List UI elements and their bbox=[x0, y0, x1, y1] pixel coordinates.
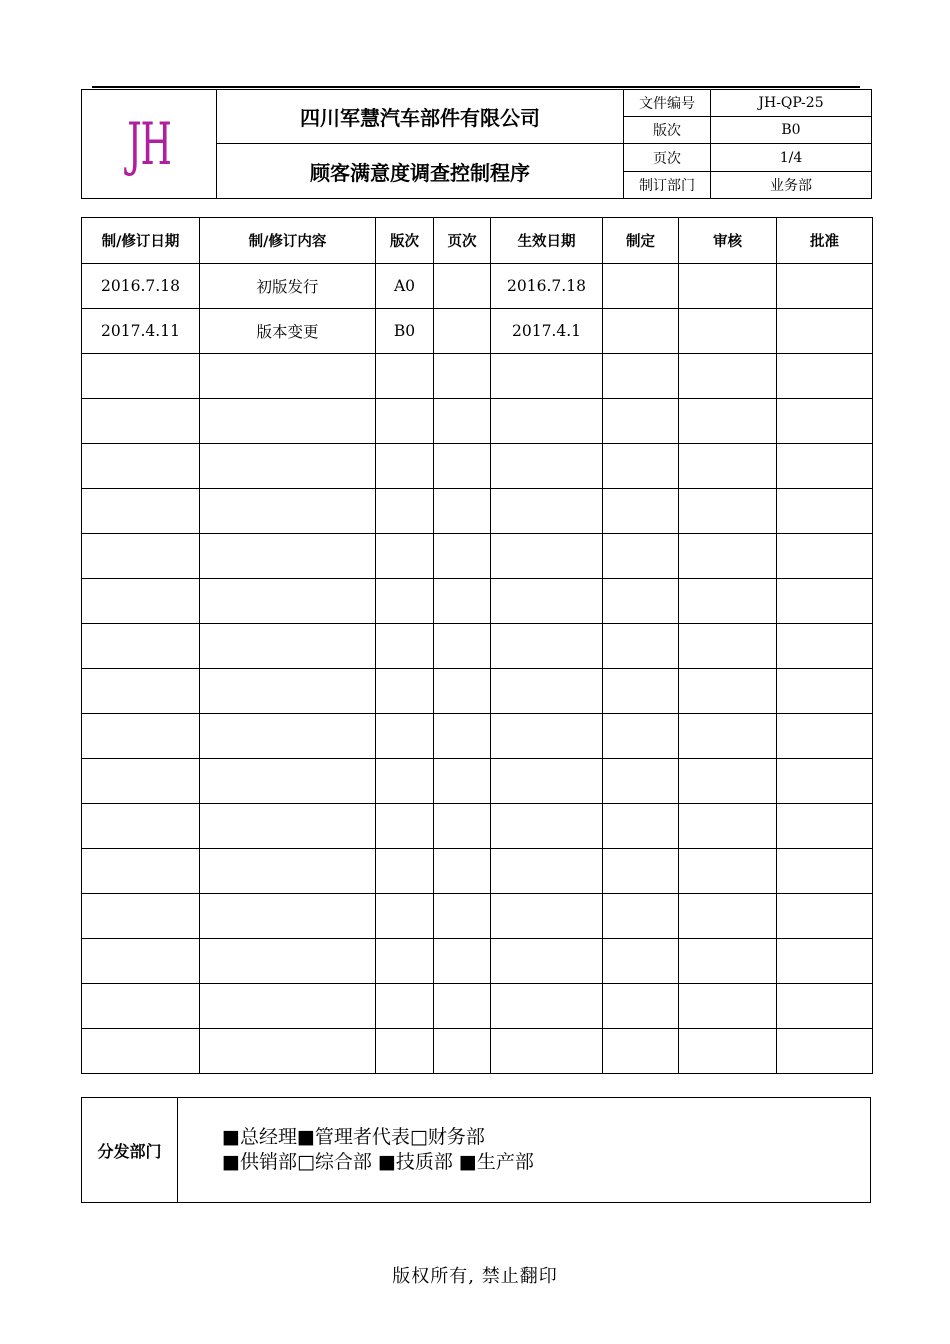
table-cell bbox=[777, 354, 873, 399]
table-cell: A0 bbox=[376, 264, 434, 309]
table-cell bbox=[434, 984, 491, 1029]
meta-label-doc-no: 文件编号 bbox=[624, 90, 711, 117]
table-cell bbox=[200, 759, 376, 804]
table-cell bbox=[82, 354, 200, 399]
meta-label-version: 版次 bbox=[624, 117, 711, 144]
table-cell bbox=[603, 939, 679, 984]
table-cell bbox=[376, 399, 434, 444]
column-header: 制定 bbox=[603, 218, 679, 264]
table-row bbox=[82, 444, 873, 489]
table-cell bbox=[679, 984, 777, 1029]
document-header bbox=[81, 89, 872, 199]
table-cell bbox=[603, 849, 679, 894]
top-rule bbox=[92, 86, 860, 88]
table-row bbox=[82, 624, 873, 669]
distribution-list bbox=[178, 1098, 871, 1203]
table-row bbox=[82, 1029, 873, 1074]
table-cell bbox=[434, 399, 491, 444]
table-cell bbox=[491, 489, 603, 534]
table-cell bbox=[200, 489, 376, 534]
table-cell bbox=[82, 804, 200, 849]
table-cell bbox=[679, 534, 777, 579]
table-cell bbox=[679, 1029, 777, 1074]
column-header: 制/修订内容 bbox=[200, 218, 376, 264]
table-cell bbox=[491, 759, 603, 804]
table-cell bbox=[603, 984, 679, 1029]
table-cell: 2017.4.11 bbox=[82, 309, 200, 354]
table-cell bbox=[777, 264, 873, 309]
table-cell bbox=[603, 399, 679, 444]
table-row bbox=[82, 849, 873, 894]
table-cell: 2016.7.18 bbox=[82, 264, 200, 309]
table-cell bbox=[491, 579, 603, 624]
table-cell bbox=[434, 714, 491, 759]
table-cell bbox=[777, 444, 873, 489]
table-cell bbox=[603, 534, 679, 579]
table-cell: 2016.7.18 bbox=[491, 264, 603, 309]
meta-label-page: 页次 bbox=[624, 144, 711, 172]
table-cell bbox=[679, 444, 777, 489]
table-cell bbox=[679, 669, 777, 714]
meta-value-department: 业务部 bbox=[711, 172, 872, 199]
distribution-label: 分发部门 bbox=[82, 1098, 178, 1203]
table-cell bbox=[777, 894, 873, 939]
table-cell bbox=[491, 714, 603, 759]
table-cell bbox=[434, 624, 491, 669]
table-cell bbox=[679, 804, 777, 849]
table-cell bbox=[82, 849, 200, 894]
table-cell bbox=[200, 849, 376, 894]
table-cell bbox=[603, 894, 679, 939]
table-cell bbox=[603, 264, 679, 309]
table-cell bbox=[200, 534, 376, 579]
table-cell bbox=[82, 399, 200, 444]
table-cell bbox=[376, 894, 434, 939]
table-cell bbox=[679, 399, 777, 444]
table-cell bbox=[200, 669, 376, 714]
table-cell bbox=[200, 714, 376, 759]
table-cell bbox=[434, 894, 491, 939]
table-row bbox=[82, 759, 873, 804]
table-row bbox=[82, 669, 873, 714]
table-row bbox=[82, 399, 873, 444]
table-cell bbox=[603, 624, 679, 669]
table-cell bbox=[434, 534, 491, 579]
table-row bbox=[82, 354, 873, 399]
logo-cell bbox=[82, 90, 217, 199]
table-cell bbox=[376, 354, 434, 399]
table-cell bbox=[434, 444, 491, 489]
table-cell bbox=[200, 894, 376, 939]
revision-table-header bbox=[82, 218, 873, 264]
table-row bbox=[82, 939, 873, 984]
table-cell bbox=[777, 759, 873, 804]
table-cell bbox=[82, 669, 200, 714]
table-cell bbox=[491, 354, 603, 399]
table-cell bbox=[679, 939, 777, 984]
table-row bbox=[82, 984, 873, 1029]
table-cell: 初版发行 bbox=[200, 264, 376, 309]
table-row bbox=[82, 894, 873, 939]
table-cell bbox=[491, 399, 603, 444]
table-cell bbox=[200, 804, 376, 849]
table-cell bbox=[777, 399, 873, 444]
table-cell bbox=[82, 714, 200, 759]
table-cell bbox=[376, 669, 434, 714]
table-cell bbox=[82, 579, 200, 624]
table-row bbox=[82, 714, 873, 759]
table-cell bbox=[777, 1029, 873, 1074]
table-cell bbox=[376, 714, 434, 759]
table-cell bbox=[82, 939, 200, 984]
table-cell bbox=[603, 354, 679, 399]
table-cell bbox=[376, 534, 434, 579]
table-cell bbox=[376, 579, 434, 624]
table-cell bbox=[679, 579, 777, 624]
table-cell bbox=[679, 624, 777, 669]
table-row bbox=[82, 264, 873, 309]
table-cell bbox=[603, 669, 679, 714]
table-cell bbox=[376, 444, 434, 489]
table-cell bbox=[434, 849, 491, 894]
table-cell bbox=[434, 309, 491, 354]
table-cell bbox=[434, 489, 491, 534]
meta-value-page: 1/4 bbox=[711, 144, 872, 172]
column-header: 版次 bbox=[376, 218, 434, 264]
company-logo: JH bbox=[127, 110, 171, 178]
table-cell bbox=[603, 579, 679, 624]
table-cell bbox=[491, 804, 603, 849]
table-cell bbox=[200, 984, 376, 1029]
table-cell bbox=[82, 894, 200, 939]
table-cell bbox=[603, 1029, 679, 1074]
table-cell bbox=[777, 804, 873, 849]
table-row bbox=[82, 579, 873, 624]
table-cell bbox=[491, 444, 603, 489]
table-cell bbox=[491, 984, 603, 1029]
table-cell bbox=[434, 804, 491, 849]
table-cell bbox=[376, 849, 434, 894]
table-cell bbox=[434, 264, 491, 309]
table-cell bbox=[491, 894, 603, 939]
table-cell bbox=[679, 714, 777, 759]
table-cell bbox=[777, 939, 873, 984]
table-cell bbox=[82, 624, 200, 669]
table-row bbox=[82, 309, 873, 354]
table-cell bbox=[82, 534, 200, 579]
column-header: 页次 bbox=[434, 218, 491, 264]
table-cell bbox=[777, 579, 873, 624]
table-cell bbox=[82, 1029, 200, 1074]
table-cell bbox=[434, 1029, 491, 1074]
table-cell bbox=[434, 579, 491, 624]
table-cell bbox=[777, 624, 873, 669]
column-header: 生效日期 bbox=[491, 218, 603, 264]
column-header: 批准 bbox=[777, 218, 873, 264]
table-cell bbox=[434, 939, 491, 984]
table-cell bbox=[679, 894, 777, 939]
column-header: 制/修订日期 bbox=[82, 218, 200, 264]
table-cell bbox=[777, 849, 873, 894]
table-cell bbox=[603, 759, 679, 804]
table-cell bbox=[200, 1029, 376, 1074]
table-cell bbox=[679, 354, 777, 399]
table-cell bbox=[376, 804, 434, 849]
copyright-footer: 版权所有, 禁止翻印 bbox=[392, 1266, 558, 1287]
table-cell bbox=[777, 489, 873, 534]
table-cell bbox=[491, 534, 603, 579]
table-cell bbox=[491, 624, 603, 669]
meta-value-doc-no: JH-QP-25 bbox=[711, 90, 872, 117]
table-cell bbox=[434, 354, 491, 399]
table-cell bbox=[491, 849, 603, 894]
distribution-line: ■供销部□综合部 ■技质部 ■生产部 bbox=[222, 1151, 534, 1173]
table-cell bbox=[376, 939, 434, 984]
table-cell bbox=[777, 669, 873, 714]
revision-table bbox=[81, 217, 873, 1074]
table-cell bbox=[200, 399, 376, 444]
table-cell bbox=[434, 669, 491, 714]
table-cell bbox=[603, 489, 679, 534]
table-cell bbox=[82, 489, 200, 534]
table-cell bbox=[603, 714, 679, 759]
table-cell bbox=[376, 489, 434, 534]
table-cell bbox=[434, 759, 491, 804]
table-cell bbox=[777, 309, 873, 354]
table-cell bbox=[491, 669, 603, 714]
meta-value-version: B0 bbox=[711, 117, 872, 144]
table-cell bbox=[679, 309, 777, 354]
table-cell bbox=[603, 309, 679, 354]
table-cell: B0 bbox=[376, 309, 434, 354]
table-cell bbox=[491, 939, 603, 984]
table-cell bbox=[200, 579, 376, 624]
column-header: 审核 bbox=[679, 218, 777, 264]
meta-label-department: 制订部门 bbox=[624, 172, 711, 199]
table-cell bbox=[82, 444, 200, 489]
table-cell bbox=[777, 714, 873, 759]
table-cell bbox=[376, 984, 434, 1029]
table-row bbox=[82, 534, 873, 579]
table-cell bbox=[603, 804, 679, 849]
table-cell bbox=[679, 489, 777, 534]
table-cell bbox=[82, 984, 200, 1029]
table-cell bbox=[376, 759, 434, 804]
table-cell bbox=[200, 624, 376, 669]
table-cell bbox=[82, 759, 200, 804]
distribution-line: ■总经理■管理者代表□财务部 bbox=[222, 1126, 485, 1148]
table-cell bbox=[376, 1029, 434, 1074]
table-cell: 版本变更 bbox=[200, 309, 376, 354]
table-row bbox=[82, 489, 873, 534]
table-cell bbox=[200, 939, 376, 984]
table-cell bbox=[679, 849, 777, 894]
table-cell bbox=[679, 264, 777, 309]
document-title: 顾客满意度调查控制程序 bbox=[217, 144, 624, 199]
company-name: 四川军慧汽车部件有限公司 bbox=[217, 90, 624, 144]
distribution-box bbox=[81, 1097, 871, 1203]
table-cell bbox=[200, 444, 376, 489]
table-cell bbox=[200, 354, 376, 399]
table-cell bbox=[376, 624, 434, 669]
table-row bbox=[82, 804, 873, 849]
table-cell bbox=[777, 984, 873, 1029]
table-cell bbox=[679, 759, 777, 804]
table-cell bbox=[777, 534, 873, 579]
table-cell bbox=[491, 1029, 603, 1074]
table-cell bbox=[603, 444, 679, 489]
table-cell: 2017.4.1 bbox=[491, 309, 603, 354]
